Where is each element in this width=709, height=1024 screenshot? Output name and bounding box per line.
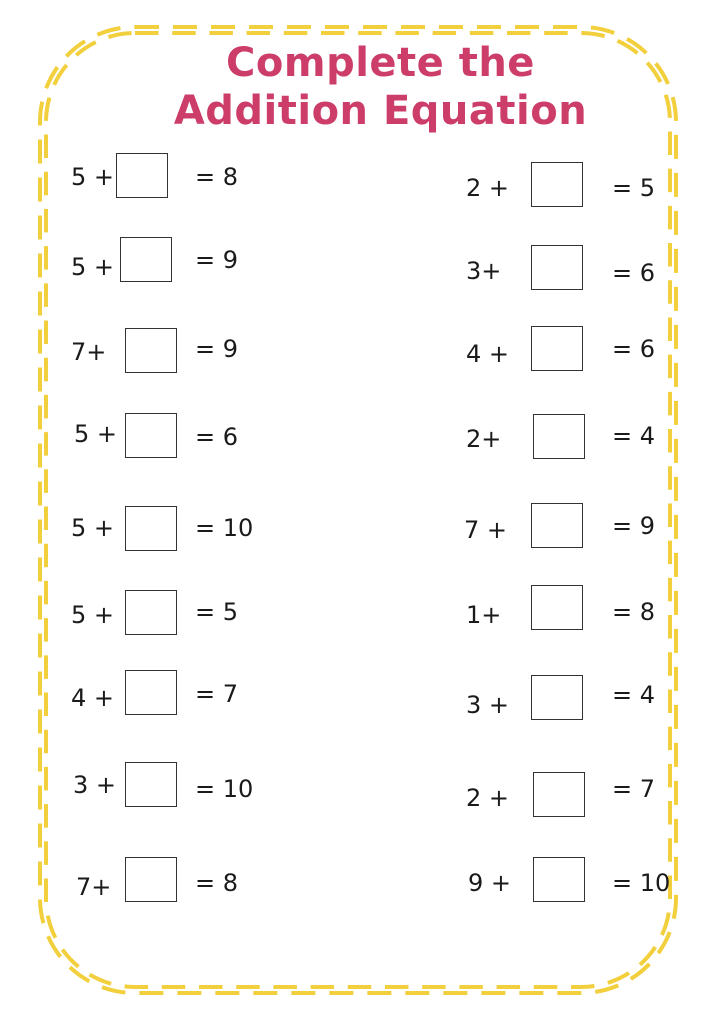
equation-sum: = 9 (195, 335, 239, 363)
equation-sum: = 10 (612, 869, 671, 897)
equation-sum: = 7 (195, 680, 239, 708)
answer-box[interactable] (533, 414, 585, 459)
equation-addend: 7+ (76, 873, 112, 901)
equation-sum: = 10 (195, 514, 254, 542)
equation-sum: = 6 (612, 259, 656, 287)
equation-addend: 3 + (73, 771, 117, 799)
answer-box[interactable] (125, 590, 177, 635)
answer-box[interactable] (125, 413, 177, 458)
answer-box[interactable] (533, 772, 585, 817)
equation-addend: 5 + (71, 601, 115, 629)
equation-addend: 4 + (71, 684, 115, 712)
answer-box[interactable] (533, 857, 585, 902)
equation-sum: = 4 (612, 422, 656, 450)
answer-box[interactable] (120, 237, 172, 282)
equation-sum: = 5 (612, 174, 656, 202)
answer-box[interactable] (116, 153, 168, 198)
equation-addend: 5 + (71, 253, 115, 281)
equation-addend: 3 + (466, 691, 510, 719)
equation-addend: 5 + (71, 163, 115, 191)
equation-sum: = 8 (195, 869, 239, 897)
equation-addend: 2+ (466, 425, 502, 453)
worksheet-title-line1: Complete the (226, 40, 535, 86)
answer-box[interactable] (125, 328, 177, 373)
equation-sum: = 4 (612, 681, 656, 709)
equation-addend: 3+ (466, 257, 502, 285)
answer-box[interactable] (531, 326, 583, 371)
equation-addend: 2 + (466, 174, 510, 202)
equation-addend: 2 + (466, 784, 510, 812)
answer-box[interactable] (531, 162, 583, 207)
answer-box[interactable] (125, 857, 177, 902)
equation-sum: = 9 (195, 246, 239, 274)
equation-sum: = 7 (612, 775, 656, 803)
answer-box[interactable] (125, 762, 177, 807)
worksheet-title-line2: Addition Equation (173, 88, 588, 134)
answer-box[interactable] (531, 675, 583, 720)
equation-addend: 4 + (466, 340, 510, 368)
answer-box[interactable] (125, 670, 177, 715)
answer-box[interactable] (125, 506, 177, 551)
equation-addend: 1+ (466, 601, 502, 629)
equation-sum: = 10 (195, 775, 254, 803)
answer-box[interactable] (531, 503, 583, 548)
equation-sum: = 6 (195, 423, 239, 451)
equation-addend: 5 + (71, 514, 115, 542)
answer-box[interactable] (531, 585, 583, 630)
equation-addend: 5 + (74, 420, 118, 448)
equation-addend: 9 + (468, 869, 512, 897)
equation-sum: = 6 (612, 335, 656, 363)
equation-addend: 7 + (464, 516, 508, 544)
answer-box[interactable] (531, 245, 583, 290)
equation-sum: = 5 (195, 598, 239, 626)
equation-sum: = 9 (612, 512, 656, 540)
equation-sum: = 8 (612, 598, 656, 626)
equation-sum: = 8 (195, 163, 239, 191)
equation-addend: 7+ (71, 338, 107, 366)
